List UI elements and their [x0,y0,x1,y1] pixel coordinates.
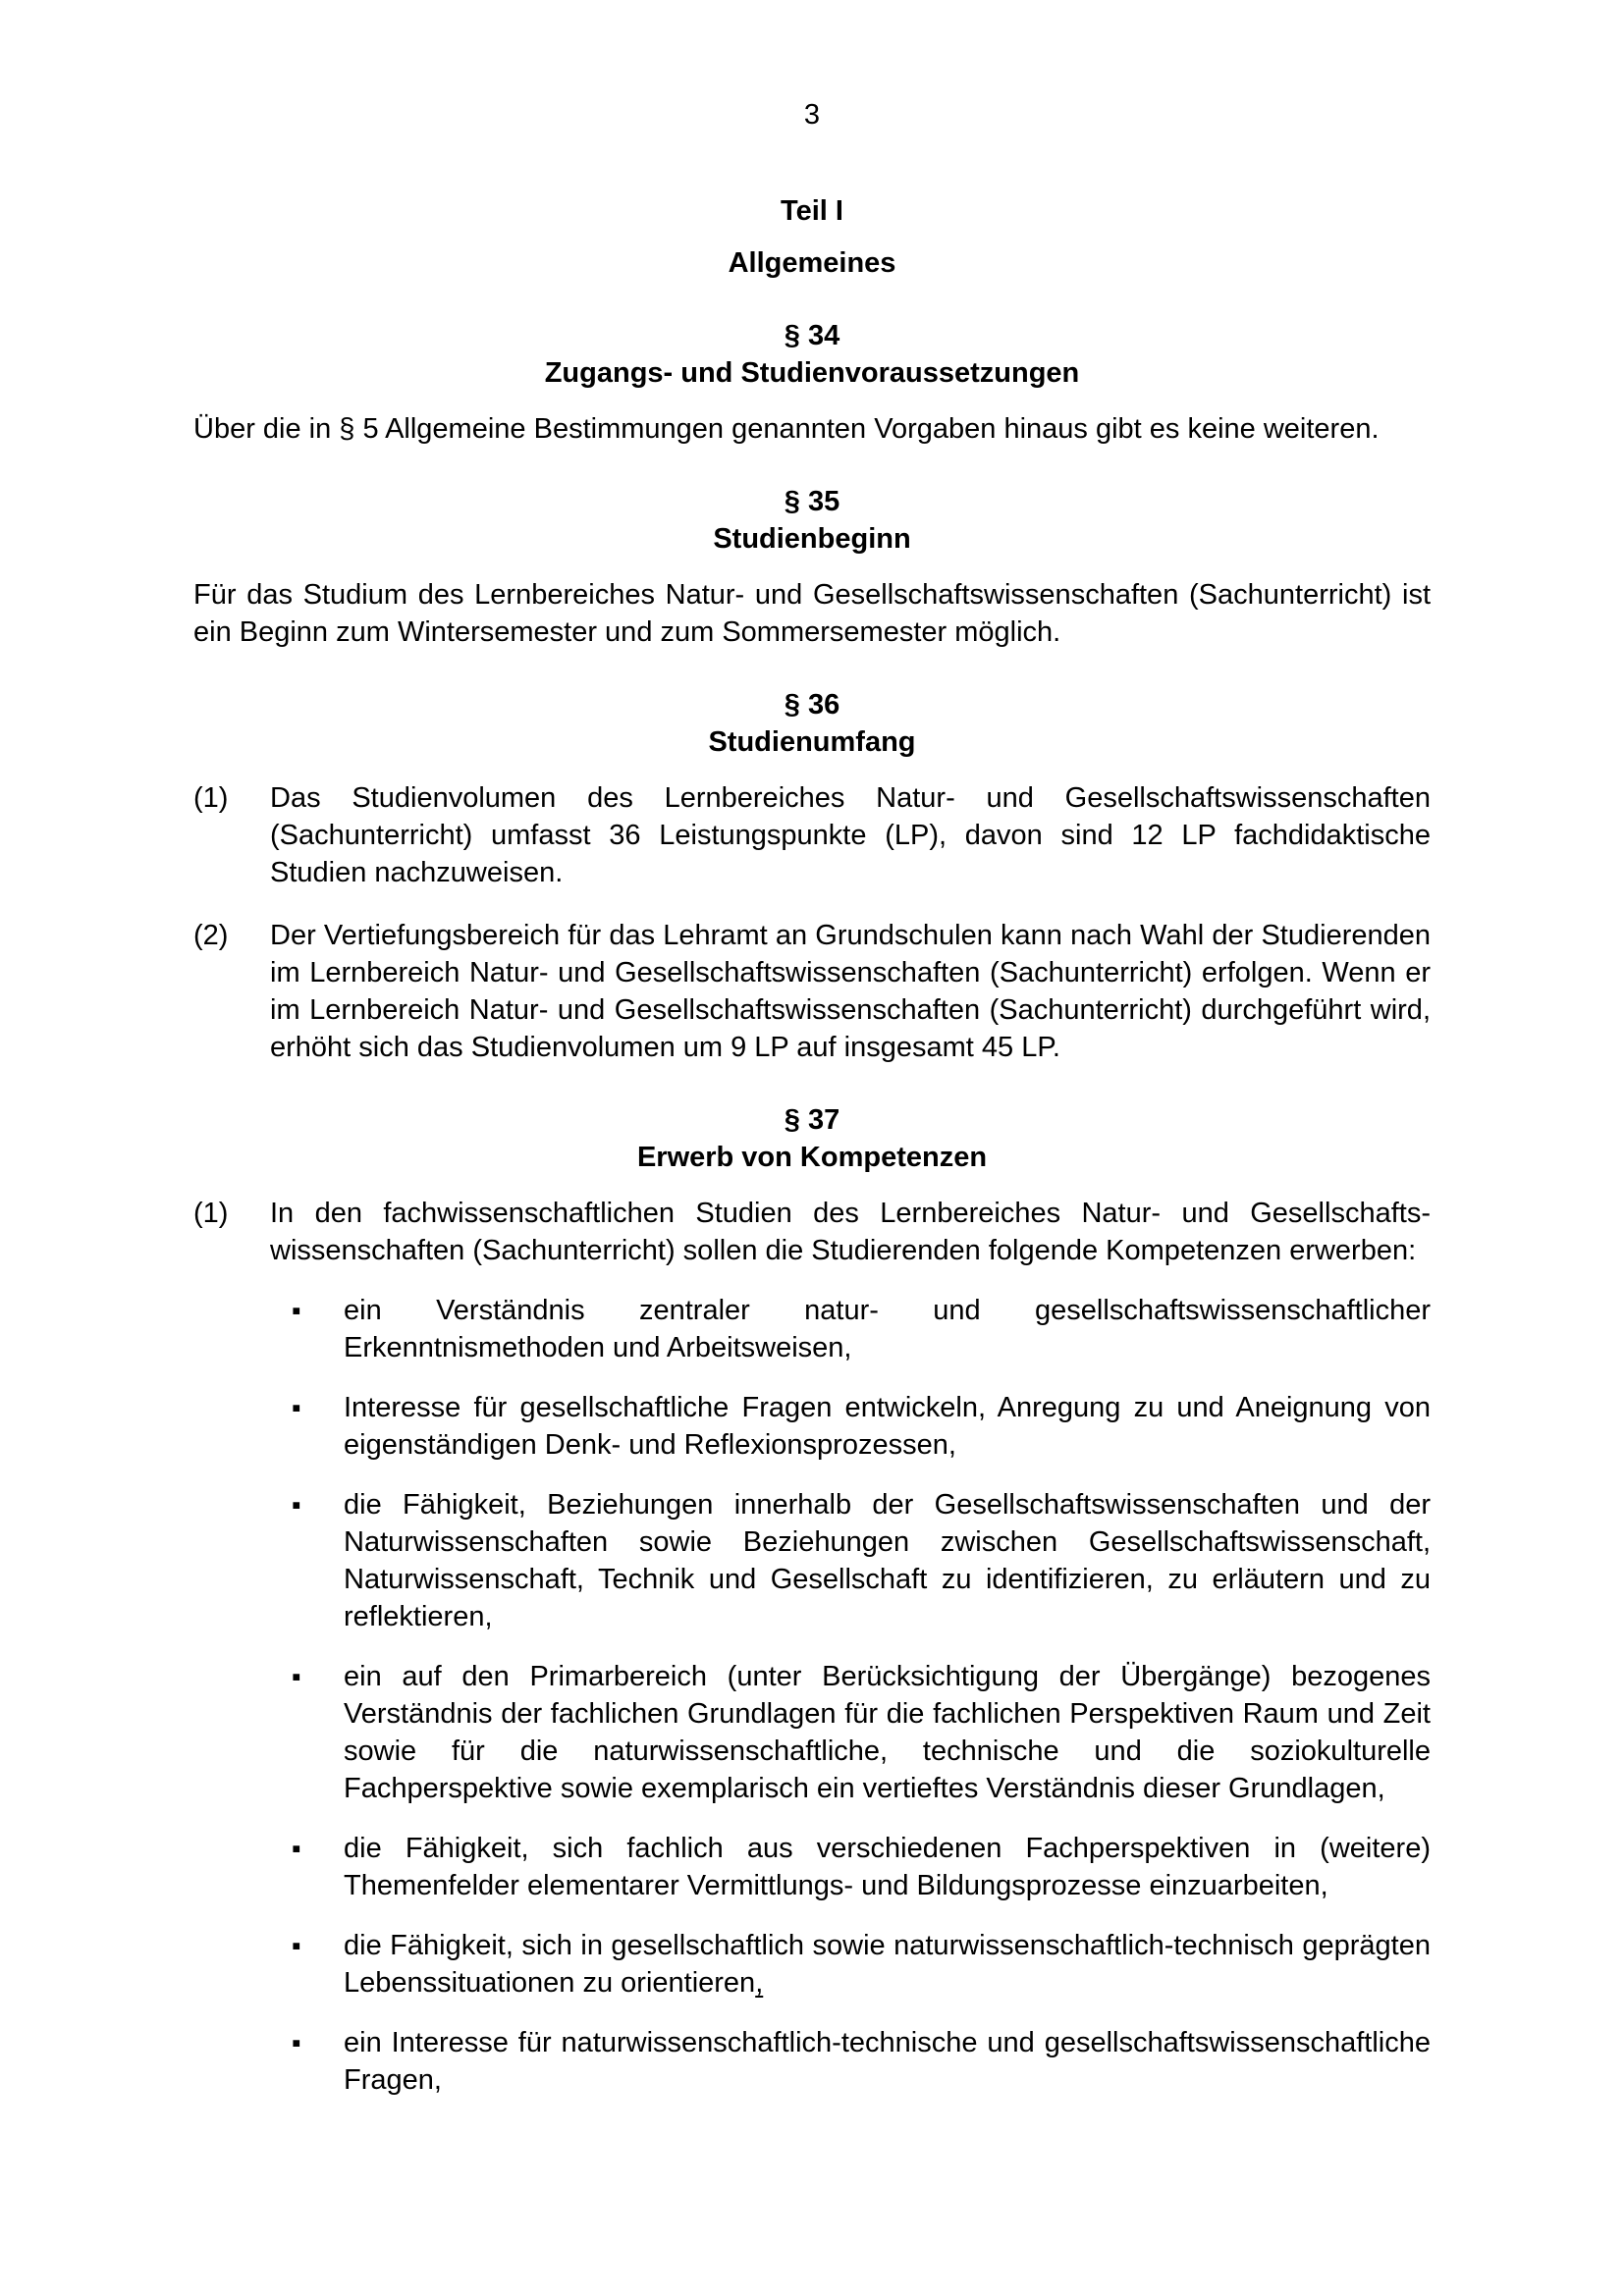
section-37 [193,1101,1431,2099]
section-36 [193,686,1431,1066]
bullet-text: ein Interesse für naturwissenschaftlich-technische und gesellschaftswissenschaftliche Fragen, [344,2027,1431,2096]
bullet-square-icon: ▪ [292,1490,301,1520]
bullet-square-icon: ▪ [292,1834,301,1863]
bullet-text: die Fähigkeit, Beziehungen innerhalb der Gesellschaftswissenschaften und der Naturwissenschaften sowie Beziehungen zwischen Gesellschaftswissenschaft, Naturwissenschaft, Technik und Gesellschaft zu identifizieren, zu erläutern und zu reflektieren, [344,1489,1431,1632]
section-heading-number: § 37 [784,1104,840,1136]
paragraph-number: (1) [193,1198,229,1229]
bullet-square-icon: ▪ [292,1931,301,1960]
bullet-tail: , [755,1967,764,1999]
list-item [193,1389,1431,1464]
bullet-text: ein Verständnis zentraler natur- und gesellschaftswissenschaftlicher Erkenntnismethoden und Arbeitsweisen, [344,1295,1431,1363]
section-heading-number: § 36 [784,689,840,721]
bullet-list [193,1292,1431,2099]
list-item [193,1830,1431,1904]
part-subtitle: Allgemeines [728,247,896,279]
paragraph: Über die in § 5 Allgemeine Bestimmungen genannten Vorgaben hinaus gibt es keine weiteren. [193,413,1380,445]
paragraph: Für das Studium des Lernbereiches Natur- und Gesellschaftswissenschaften (Sachunterricht) ist ein Beginn zum Wintersemester und zum Sommersemester möglich. [193,579,1431,648]
paragraph-text: Das Studienvolumen des Lernbereiches Natur- und Gesellschaftswissenschaften (Sachunterricht) umfasst 36 Leistungspunkte (LP), davon sind 12 LP fachdidaktische Studien nachzuweisen. [270,782,1431,888]
paragraph [193,779,1431,891]
part-title: Teil I [781,195,843,227]
section-heading [193,317,1431,392]
bullet-text: ein auf den Primarbereich (unter Berücksichtigung der Übergänge) bezogenes Verständnis der fachlichen Grundlagen für die fachlichen Perspektiven Raum und Zeit sowie für die naturwissenschaftliche, technische und die soziokulturelle Fachperspektive sowie exemplarisch ein vertieftes Verständnis dieser Grundlagen, [344,1661,1431,1804]
section-heading-title: Zugangs- und Studienvoraussetzungen [544,357,1080,389]
list-item [193,1292,1431,1366]
bullet-square-icon: ▪ [292,1662,301,1691]
paragraph-text: In den fachwissenschaftlichen Studien des Lernbereiches Natur- und Gesellschaftswissenschaften (Sachunterricht) sollen die Studierenden folgende Kompetenzen erwerben: [270,1198,1431,1266]
section-heading-title: Studienbeginn [713,523,911,555]
section-heading [193,483,1431,558]
section-35 [193,483,1431,651]
page-number: 3 [803,99,821,131]
bullet-text: die Fähigkeit, sich in gesellschaftlich sowie naturwissenschaftlich-technisch geprägten Lebenssituationen zu orientieren [344,1930,1431,1999]
bullet-square-icon: ▪ [292,1393,301,1422]
list-item [193,1927,1431,2002]
section-heading [193,1101,1431,1176]
list-item [193,2024,1431,2099]
section-heading-title: Erwerb von Kompetenzen [636,1142,988,1173]
paragraph-number: (2) [193,920,229,951]
section-heading-number: § 35 [784,486,840,517]
paragraph-number: (1) [193,782,229,814]
bullet-square-icon: ▪ [292,2028,301,2057]
bullet-text: die Fähigkeit, sich fachlich aus verschiedenen Fachperspektiven in (weitere) Themenfelder elementarer Vermittlungs- und Bildungsprozesse einzuarbeiten, [344,1833,1431,1901]
paragraph [193,917,1431,1066]
section-heading-number: § 34 [784,320,840,351]
paragraph-text: Der Vertiefungsbereich für das Lehramt an Grundschulen kann nach Wahl der Studierenden im Lernbereich Natur- und Gesellschaftswissenschaften (Sachunterricht) erfolgen. Wenn er im Lernbereich Natur- und Gesellschaftswissenschaften (Sachunterricht) durchgeführt wird, erhöht sich das Studienvolumen um 9 LP auf insgesamt 45 LP. [270,920,1431,1063]
section-heading [193,686,1431,761]
bullet-text: Interesse für gesellschaftliche Fragen entwickeln, Anregung zu und Aneignung von eigenständigen Denk- und Reflexionsprozessen, [344,1392,1431,1461]
section-heading-title: Studienumfang [708,726,916,758]
list-item [193,1486,1431,1635]
bullet-square-icon: ▪ [292,1296,301,1325]
list-item [193,1658,1431,1807]
section-34 [193,317,1431,448]
paragraph [193,1195,1431,1269]
